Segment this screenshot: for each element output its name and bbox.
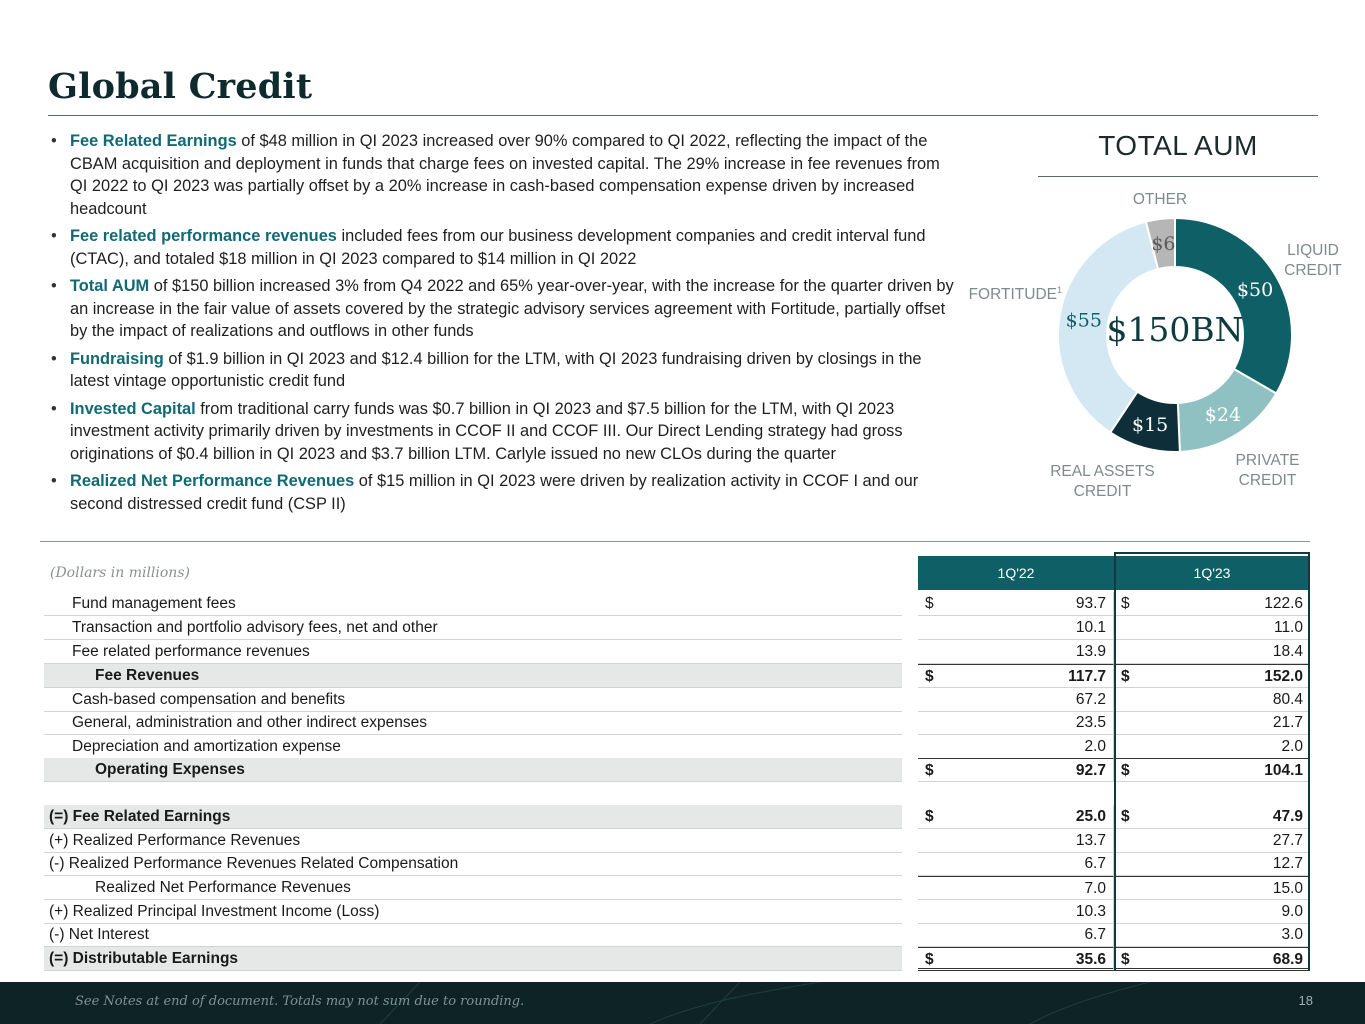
cell-1q22 xyxy=(918,758,1114,782)
category-label-other: OTHER xyxy=(1132,191,1188,208)
currency-symbol: $ xyxy=(1121,808,1130,825)
bullet-text: of $48 million in QI 2023 increased over 90% compared to QI 2022, reflecting the impact of the CBAM acquisition and deployment in funds that charge fees on invested capital. The 29% increase in fee revenues from QI 2022 to QI 2023 was partially offset by a 20% increase in cash-based compensation expense driven by increased headcount xyxy=(70,132,940,218)
table-row xyxy=(44,900,1310,924)
cell-1q22 xyxy=(918,923,1114,947)
table-row xyxy=(44,805,1310,829)
cell-1q23 xyxy=(1114,947,1310,971)
currency-symbol: $ xyxy=(1121,595,1130,612)
bullet-highlight: Invested Capital xyxy=(70,399,196,418)
currency-symbol: $ xyxy=(925,762,934,779)
cell-1q22 xyxy=(918,876,1114,900)
cell-1q23 xyxy=(1114,664,1310,688)
cell-value: 92.7 xyxy=(1075,762,1106,779)
row-label: Transaction and portfolio advisory fees, net and other xyxy=(44,616,902,640)
currency-symbol: $ xyxy=(925,951,934,968)
cell-value: 10.3 xyxy=(1075,903,1106,920)
cell-value: 15.0 xyxy=(1272,880,1303,897)
cell-1q23 xyxy=(1114,688,1310,712)
row-label: Depreciation and amortization expense xyxy=(44,735,902,759)
bullet-dot-icon: • xyxy=(51,472,57,490)
row-label: (=) Distributable Earnings xyxy=(44,947,902,971)
cell-value: 6.7 xyxy=(1084,926,1106,943)
cell-1q22 xyxy=(918,664,1114,688)
table-row xyxy=(44,592,1310,616)
cell-1q23 xyxy=(1114,592,1310,616)
cell-value: 2.0 xyxy=(1084,738,1106,755)
footer-bar xyxy=(0,982,1365,1024)
aum-divider xyxy=(1038,176,1318,177)
cell-1q23 xyxy=(1114,876,1310,900)
cell-1q22 xyxy=(918,947,1114,971)
cell-value: 35.6 xyxy=(1075,951,1106,968)
currency-symbol: $ xyxy=(1121,668,1130,685)
bullet-dot-icon: • xyxy=(51,399,57,418)
currency-symbol: $ xyxy=(1121,951,1130,968)
cell-value: 47.9 xyxy=(1272,808,1303,825)
page-title: Global Credit xyxy=(48,66,313,107)
bullet-list xyxy=(48,130,958,520)
table-row xyxy=(44,735,1310,759)
table-row xyxy=(44,640,1310,664)
cell-value: 9.0 xyxy=(1281,903,1303,920)
donut-slice-label: $55 xyxy=(1065,309,1102,332)
cell-value: 80.4 xyxy=(1272,691,1303,708)
donut-slice-label: $24 xyxy=(1204,404,1242,427)
title-divider xyxy=(48,115,1318,116)
table-row xyxy=(44,923,1310,947)
bullet-text: included fees from our business development companies and credit interval fund (CTAC), and totaled $18 million in QI 2023 compared to $14 million in QI 2022 xyxy=(70,227,926,268)
row-label: Operating Expenses xyxy=(44,758,902,782)
table-row xyxy=(44,876,1310,900)
cell-1q22 xyxy=(918,735,1114,759)
table-row xyxy=(44,947,1310,971)
aum-title: TOTAL AUM xyxy=(1098,130,1258,161)
cell-value: 122.6 xyxy=(1264,595,1303,612)
cell-value: 93.7 xyxy=(1075,595,1106,612)
bullet-text: of $1.9 billion in QI 2023 and $12.4 billion for the LTM, with QI 2023 fundraising driven by closings in the latest vintage opportunistic credit fund xyxy=(70,349,922,390)
currency-symbol: $ xyxy=(1121,762,1130,779)
bullet-item xyxy=(48,225,958,270)
donut-slice-label: $50 xyxy=(1236,278,1274,301)
cell-1q23 xyxy=(1114,923,1310,947)
fortitude-label-text: FORTITUDE xyxy=(968,286,1057,304)
cell-1q23 xyxy=(1114,640,1310,664)
category-label-fortitude xyxy=(962,280,1062,305)
cell-value: 104.1 xyxy=(1264,762,1303,779)
table-units-note: (Dollars in millions) xyxy=(50,565,190,581)
category-label-private-credit: PRIVATE CREDIT xyxy=(1235,452,1300,489)
cell-1q23 xyxy=(1114,735,1310,759)
cell-1q22 xyxy=(918,592,1114,616)
column-header-1q22: 1Q'22 xyxy=(918,556,1114,590)
category-label-real-assets-credit: REAL ASSETS CREDIT xyxy=(1050,463,1155,500)
cell-1q22 xyxy=(918,711,1114,735)
row-label: Fee Revenues xyxy=(44,664,902,688)
donut-slice-label: $15 xyxy=(1131,414,1169,437)
table-row xyxy=(44,758,1310,782)
cell-1q23 xyxy=(1114,616,1310,640)
bullet-highlight: Total AUM xyxy=(70,277,150,295)
table-row xyxy=(44,688,1310,712)
row-label: Cash-based compensation and benefits xyxy=(44,688,902,712)
bullet-highlight: Fee Related Earnings xyxy=(70,132,237,150)
cell-value: 18.4 xyxy=(1272,643,1303,660)
category-label-liquid-credit: LIQUID CREDIT xyxy=(1284,242,1342,279)
bullet-highlight: Fundraising xyxy=(70,349,164,368)
cell-value: 10.1 xyxy=(1075,619,1106,636)
bullet-highlight: Realized Net Performance Revenues xyxy=(70,472,355,490)
bullet-text: of $150 billion increased 3% from Q4 2022 and 65% year-over-year, with the increase for the quarter driven by an increase in the fair value of assets covered by the strategic advisory services agreement with Fortitude, partially offset by the impact of realizations and outflows in other funds xyxy=(70,277,954,340)
table-row xyxy=(44,664,1310,688)
cell-1q22 xyxy=(918,829,1114,853)
bullet-dot-icon: • xyxy=(51,132,57,150)
row-label: (-) Realized Performance Revenues Related Compensation xyxy=(44,852,902,876)
donut-slice-liquid-credit xyxy=(1175,218,1292,394)
row-label: (=) Fee Related Earnings xyxy=(44,805,902,829)
bullet-item xyxy=(48,348,958,393)
currency-symbol: $ xyxy=(925,808,934,825)
bullet-item xyxy=(48,275,958,343)
currency-symbol: $ xyxy=(925,595,934,612)
cell-value: 117.7 xyxy=(1068,668,1106,685)
cell-1q22 xyxy=(918,616,1114,640)
bullet-dot-icon: • xyxy=(51,277,57,295)
table-row xyxy=(44,711,1310,735)
cell-value: 25.0 xyxy=(1075,808,1106,825)
row-label: (+) Realized Performance Revenues xyxy=(44,829,902,853)
cell-1q23 xyxy=(1114,758,1310,782)
cell-value: 11.0 xyxy=(1273,619,1303,636)
row-label: (-) Net Interest xyxy=(44,923,902,947)
table-row xyxy=(44,852,1310,876)
cell-1q22 xyxy=(918,805,1114,829)
cell-value: 21.7 xyxy=(1272,714,1303,731)
cell-value: 23.5 xyxy=(1075,714,1106,731)
section-divider xyxy=(40,541,1310,542)
cell-1q23 xyxy=(1114,829,1310,853)
bullet-item xyxy=(48,130,958,220)
column-header-1q23: 1Q'23 xyxy=(1114,556,1310,590)
table-row xyxy=(44,616,1310,640)
currency-symbol: $ xyxy=(925,668,934,685)
cell-1q23 xyxy=(1114,711,1310,735)
fortitude-footnote-marker: 1 xyxy=(1056,285,1062,295)
cell-1q22 xyxy=(918,640,1114,664)
cell-value: 67.2 xyxy=(1075,691,1106,708)
cell-1q23 xyxy=(1114,805,1310,829)
aum-center-label: $150BN xyxy=(1106,310,1244,349)
highlight-column-top-border xyxy=(1114,552,1310,554)
cell-value: 3.0 xyxy=(1281,926,1303,943)
cell-value: 6.7 xyxy=(1084,855,1106,872)
page-number: 18 xyxy=(1298,993,1313,1008)
footnote: See Notes at end of document. Totals may not sum due to rounding. xyxy=(75,994,525,1009)
cell-value: 13.9 xyxy=(1075,643,1106,660)
row-label: General, administration and other indirect expenses xyxy=(44,711,902,735)
cell-value: 27.7 xyxy=(1272,832,1303,849)
bullet-dot-icon: • xyxy=(51,349,57,368)
cell-value: 68.9 xyxy=(1272,951,1303,968)
cell-value: 13.7 xyxy=(1075,832,1106,849)
cell-1q23 xyxy=(1114,900,1310,924)
cell-value: 12.7 xyxy=(1272,855,1303,872)
bullet-text: of $15 million in QI 2023 were driven by realization activity in CCOF I and our second distressed credit fund (CSP II) xyxy=(70,472,919,513)
bullet-highlight: Fee related performance revenues xyxy=(70,227,337,245)
row-label: Realized Net Performance Revenues xyxy=(44,876,902,900)
row-label: Fee related performance revenues xyxy=(44,640,902,664)
cell-1q22 xyxy=(918,900,1114,924)
cell-1q22 xyxy=(918,688,1114,712)
bullet-item xyxy=(48,398,958,466)
table-row xyxy=(44,829,1310,853)
cell-1q22 xyxy=(918,852,1114,876)
row-label: Fund management fees xyxy=(44,592,902,616)
cell-1q23 xyxy=(1114,852,1310,876)
cell-value: 7.0 xyxy=(1084,880,1106,897)
bullet-item xyxy=(48,470,958,515)
bullet-text: from traditional carry funds was $0.7 billion in QI 2023 and $7.5 billion for the LTM, with QI 2023 investment activity primarily driven by investments in CCOF II and CCOF III. Our Direct Lending strategy had gross originations of $0.4 billion in QI 2023 and $3.7 billion LTM. Carlyle issued no new CLOs during the quarter xyxy=(70,399,903,463)
cell-value: 2.0 xyxy=(1281,738,1303,755)
bullet-dot-icon: • xyxy=(51,227,57,245)
donut-slice-label: $6 xyxy=(1151,233,1176,256)
row-label: (+) Realized Principal Investment Income (Loss) xyxy=(44,900,902,924)
cell-value: 152.0 xyxy=(1264,668,1303,685)
